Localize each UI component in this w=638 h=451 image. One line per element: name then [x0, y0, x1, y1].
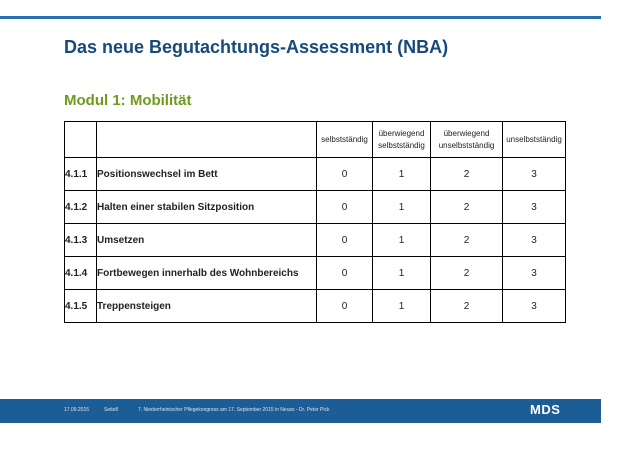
- header-unselbststaendig: unselbstständig: [503, 122, 566, 158]
- footer-bar: [0, 399, 601, 423]
- score-cell: 3: [503, 257, 566, 290]
- table-header-row: [65, 122, 566, 158]
- row-code: 4.1.2: [65, 191, 97, 224]
- table-row: [65, 290, 566, 323]
- score-cell: 0: [317, 290, 373, 323]
- footer-date: 17.09.2015: [64, 407, 90, 413]
- footer-event: 7. Niederrheinischer Pflegekongress am 17. September 2015 in Neuss - Dr. Peter Pick: [138, 407, 330, 413]
- score-cell: 3: [503, 290, 566, 323]
- row-code: 4.1.1: [65, 158, 97, 191]
- score-cell: 1: [373, 158, 431, 191]
- score-cell: 2: [431, 158, 503, 191]
- score-cell: 2: [431, 290, 503, 323]
- slide-subtitle: Modul 1: Mobilität: [64, 92, 192, 109]
- mds-logo: MDS: [530, 402, 561, 417]
- slide-title: Das neue Begutachtungs-Assessment (NBA): [64, 37, 449, 57]
- assessment-table: [64, 121, 566, 323]
- row-code: 4.1.5: [65, 290, 97, 323]
- row-label: Fortbewegen innerhalb des Wohnbereichs: [97, 257, 317, 290]
- score-cell: 1: [373, 191, 431, 224]
- row-label: Positionswechsel im Bett: [97, 158, 317, 191]
- row-code: 4.1.3: [65, 224, 97, 257]
- header-empty-code: [65, 122, 97, 158]
- header-ueberwiegend-selbststaendig: überwiegend selbstständig: [373, 122, 431, 158]
- score-cell: 0: [317, 191, 373, 224]
- row-label: Umsetzen: [97, 224, 317, 257]
- header-ueberwiegend-unselbststaendig: überwiegend unselbstständig: [431, 122, 503, 158]
- score-cell: 1: [373, 257, 431, 290]
- header-empty-label: [97, 122, 317, 158]
- footer-page: Seite8: [104, 407, 119, 413]
- row-code: 4.1.4: [65, 257, 97, 290]
- row-label: Treppensteigen: [97, 290, 317, 323]
- score-cell: 1: [373, 224, 431, 257]
- score-cell: 0: [317, 158, 373, 191]
- score-cell: 1: [373, 290, 431, 323]
- row-label: Halten einer stabilen Sitzposition: [97, 191, 317, 224]
- top-accent-bar: [0, 16, 601, 19]
- score-cell: 3: [503, 224, 566, 257]
- score-cell: 0: [317, 257, 373, 290]
- score-cell: 0: [317, 224, 373, 257]
- score-cell: 2: [431, 224, 503, 257]
- header-selbststaendig: selbstständig: [317, 122, 373, 158]
- table-row: [65, 158, 566, 191]
- table-row: [65, 224, 566, 257]
- score-cell: 2: [431, 191, 503, 224]
- score-cell: 3: [503, 191, 566, 224]
- table-row: [65, 257, 566, 290]
- table-row: [65, 191, 566, 224]
- score-cell: 3: [503, 158, 566, 191]
- score-cell: 2: [431, 257, 503, 290]
